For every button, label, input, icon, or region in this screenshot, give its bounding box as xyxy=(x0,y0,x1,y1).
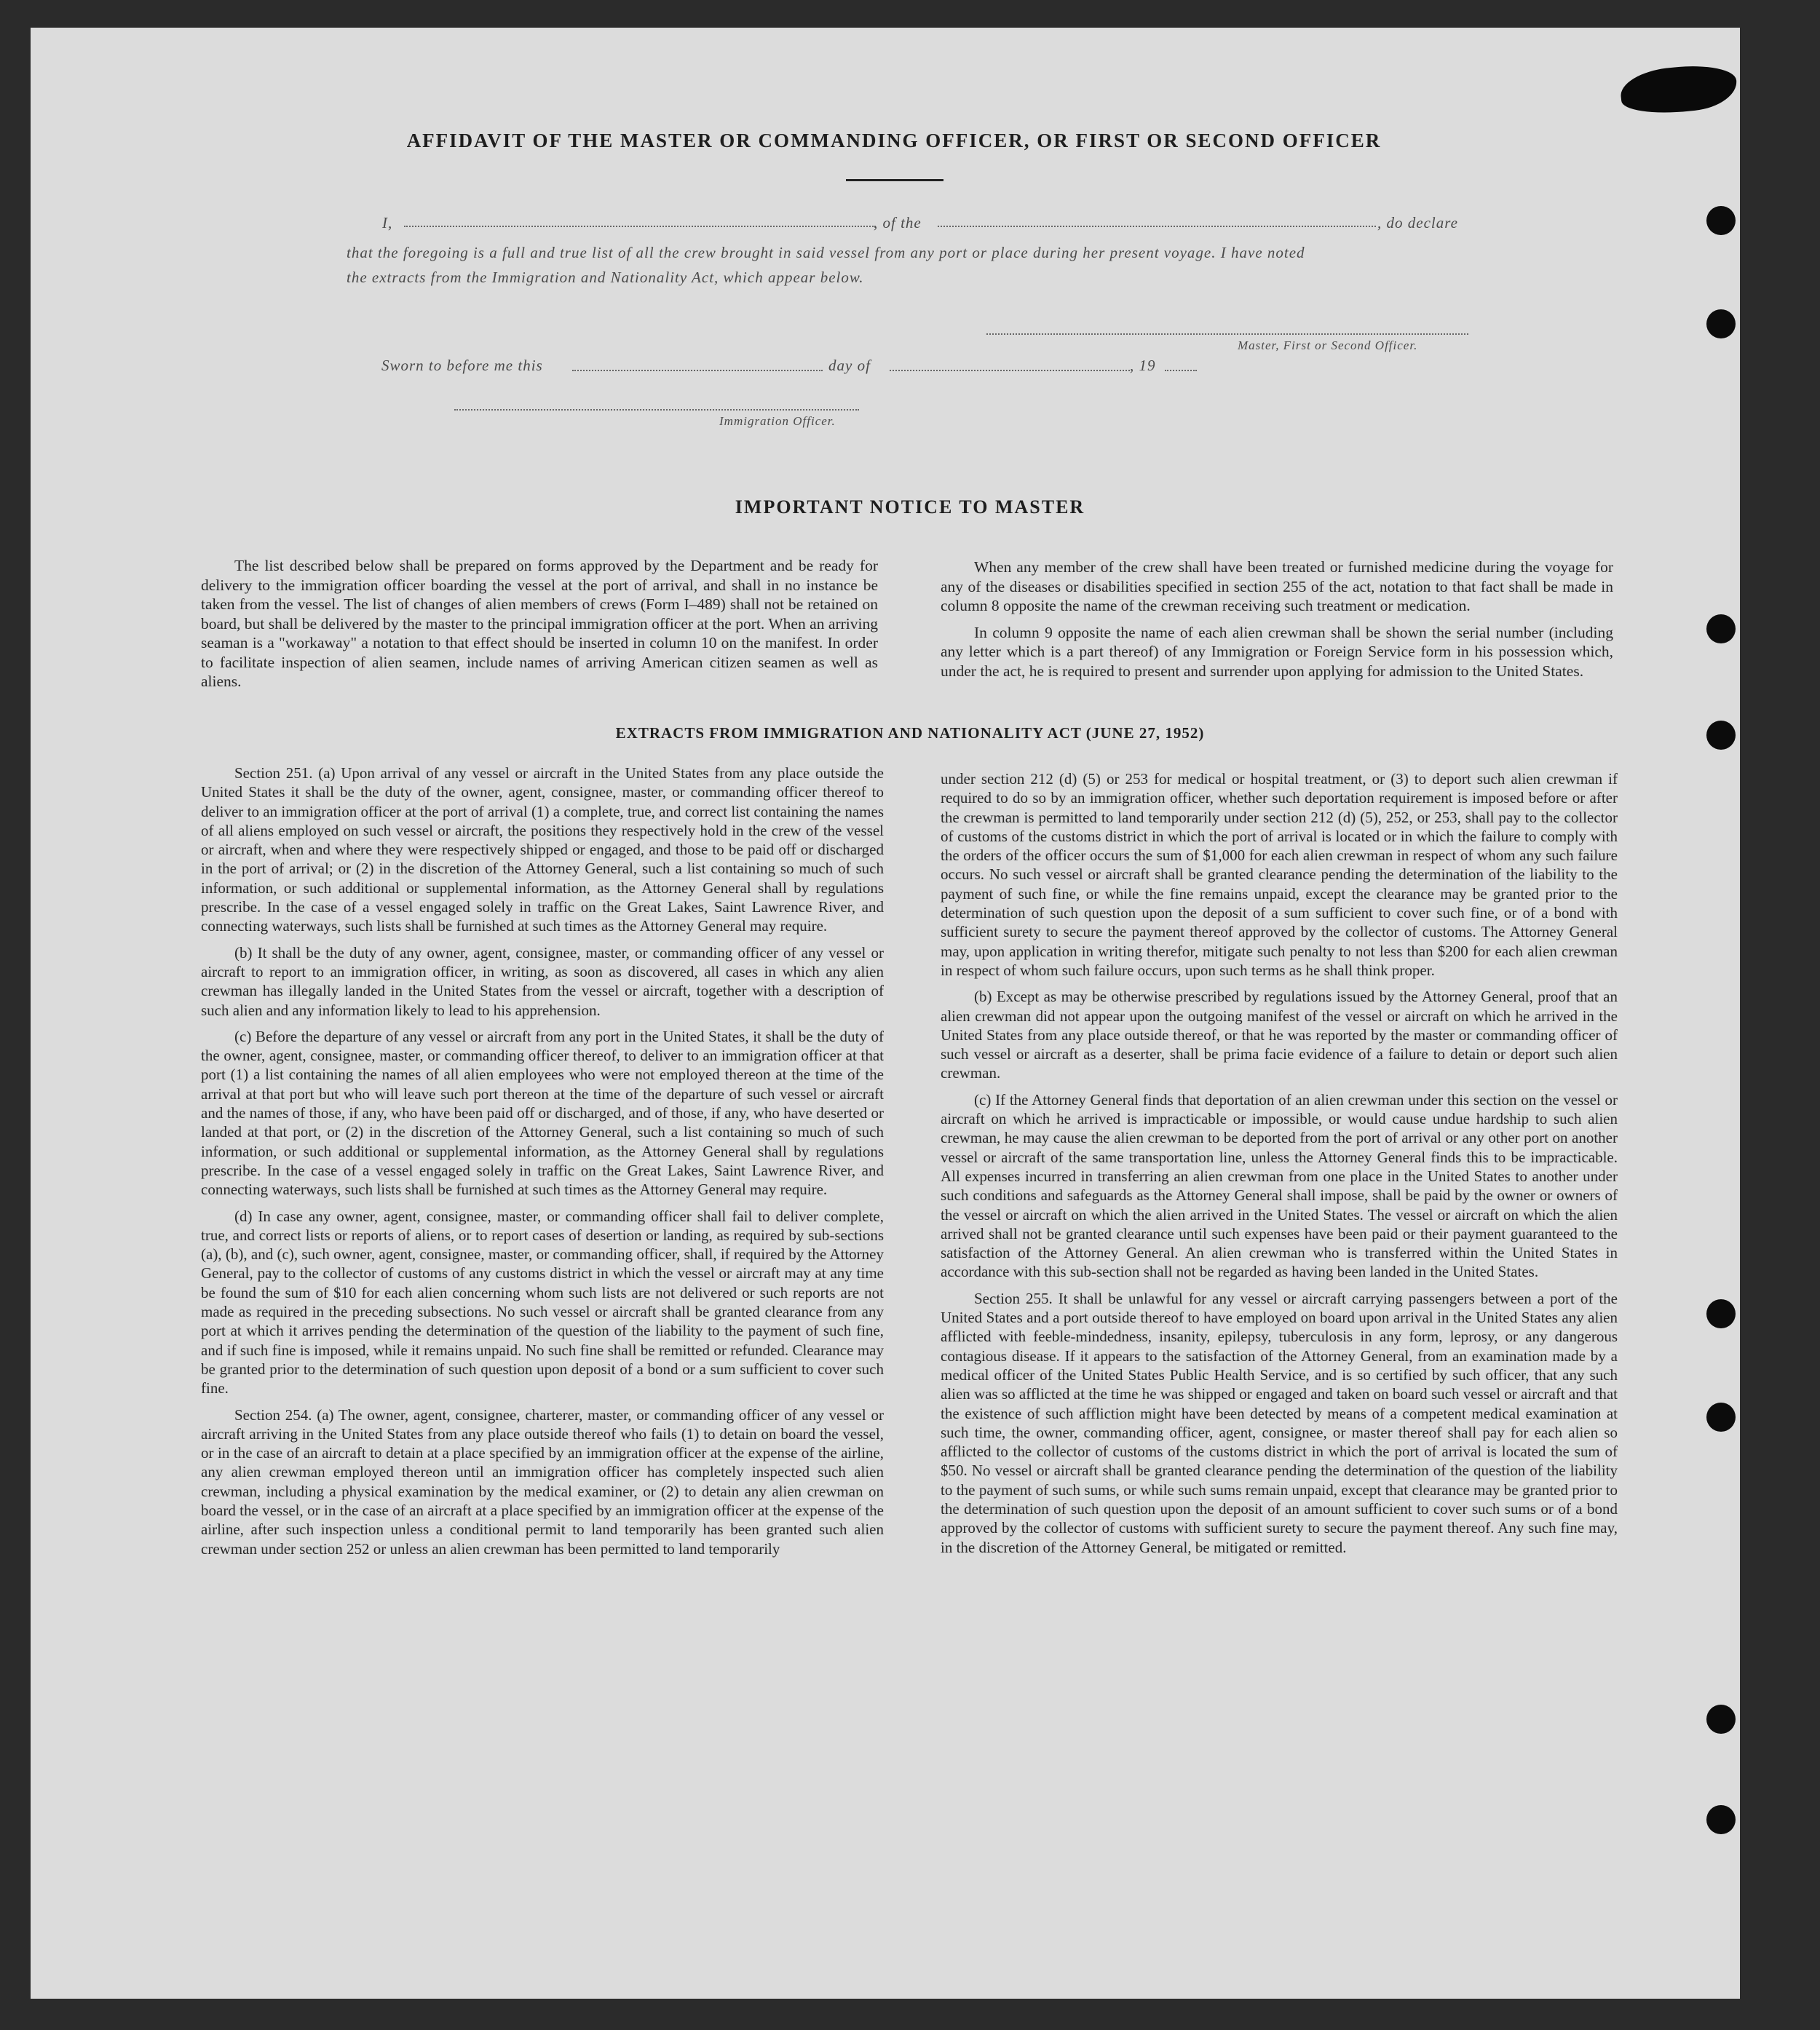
day-of-label: day of xyxy=(828,357,871,374)
sworn-label: Sworn to before me this xyxy=(381,357,543,374)
punch-hole xyxy=(1706,1705,1736,1734)
section-251a: Section 251. (a) Upon arrival of any vessel or aircraft in the United States from any place outside the United States it shall be the duty of the owner, agent, consignee, master, or commanding officer thereof to deliver to an immigration officer at the port of arrival (1) a complete, true, and correct list containing the names of all aliens employed on such vessel or aircraft, the positions they respectively hold in the crew of the vessel or aircraft, when and where they were respectively shipped or engaged, and those to be paid off or discharged in the port of arrival; or (2) in the discretion of the Attorney General, such a list containing so much of such information, or such additional or supplemental information, as the Attorney General shall by regulations prescribe. In the case of a vessel engaged solely in traffic on the Great Lakes, Saint Lawrence River, and connecting waterways, such lists shall be furnished at such times as the Attorney General may require. xyxy=(201,764,884,935)
punch-hole xyxy=(1706,721,1736,750)
officer-signature-line[interactable] xyxy=(454,409,859,411)
section-254b: (b) Except as may be otherwise prescribed by regulations issued by the Attorney General, proof that an alien crewman did not appear upon the outgoing manifest of the vessel or aircraft on which he arrived in the United States from any place outside thereof, or that he was reported by the master or commanding officer of such vessel or aircraft as a deserter, shall be prima facie evidence of a failure to detain or deport such alien crewman. xyxy=(941,988,1618,1082)
year-blank[interactable] xyxy=(1165,370,1197,371)
notice-right-column xyxy=(941,558,1613,688)
section-254c: (c) If the Attorney General finds that deportation of an alien crewman under this section on the vessel or aircraft on which he arrived is impracticable or impossible, or would cause undue hardship to such alien crewman, he may cause the alien crewman to be deported from the port of arrival or any other port on another vessel or aircraft of the same transportation line, unless the Attorney General finds this to be impracticable. All expenses incurred in transferring an alien crewman from one place in the United States to another under such conditions and safeguards as the Attorney General shall impose, shall be paid by the owner or owners of the vessel or aircraft on which the alien arrived in the United States. The vessel or aircraft on which the alien arrived shall not be granted clearance until such expenses have been paid or their payment guaranteed to the satisfaction of the Attorney General. An alien crewman who is transferred within the United States in accordance with this sub-section shall not be regarded as having been landed in the United States. xyxy=(941,1090,1618,1281)
punch-hole xyxy=(1706,1403,1736,1432)
section-251b: (b) It shall be the duty of any owner, agent, consignee, master, or commanding officer of any vessel or aircraft to report to an immigration officer, in writing, as soon as discovered, all cases in which any alien crewman has illegally landed in the United States from the vessel or aircraft, together with a description of such alien and any information likely to lead to his apprehension. xyxy=(201,943,884,1019)
extracts-right-column xyxy=(941,769,1618,1564)
extracts-left-column xyxy=(201,764,884,1566)
punch-hole xyxy=(1706,614,1736,643)
punch-hole xyxy=(1706,206,1736,235)
section-251d: (d) In case any owner, agent, consignee, master, or commanding officer shall fail to deliver complete, true, and correct lists or reports of aliens, or to report cases of desertion or landing, as required by sub-sections (a), (b), and (c), such owner, agent, consignee, master, or commanding officer, shall, if required by the Attorney General, pay to the collector of customs of any customs district in which the vessel or aircraft may at any time be found the sum of $10 for each alien concerning whom such lists are not delivered or such reports are not made as required in the preceding subsections. No such vessel or aircraft shall be granted clearance from any port at which it arrives pending the determination of the question of the liability to the payment of such fine, and if such fine is imposed, while it remains unpaid. No such fine shall be remitted or refunded. Clearance may be granted prior to the determination of such question upon deposit of a bond or a sum sufficient to cover such fine. xyxy=(201,1207,884,1397)
name-blank[interactable] xyxy=(404,226,876,227)
notice-title: IMPORTANT NOTICE TO MASTER xyxy=(735,496,1085,518)
notice-left-column xyxy=(201,556,878,699)
affidavit-of-the-label: , of the xyxy=(874,214,922,231)
master-signature-line[interactable] xyxy=(986,333,1468,335)
affidavit-declare-label: , do declare xyxy=(1377,214,1458,231)
affidavit-i-label: I, xyxy=(382,214,393,231)
punch-hole xyxy=(1706,1805,1736,1834)
year-label: , 19 xyxy=(1130,357,1156,374)
affidavit-statement-line1: that the foregoing is a full and true list of all the crew brought in said vessel from any port or place during her present voyage. I have noted xyxy=(347,244,1305,261)
title-rule xyxy=(846,179,943,181)
vessel-blank[interactable] xyxy=(938,226,1376,227)
sworn-month-blank[interactable] xyxy=(890,370,1130,371)
section-255: Section 255. It shall be unlawful for any vessel or aircraft carrying passengers between a port of the United States and a port outside thereof to have employed on board upon arrival in the United States any alien afflicted with feeble-mindedness, insanity, epilepsy, tuberculosis in any form, leprosy, or any dangerous contagious disease. If it appears to the satisfaction of the Attorney General, from an examination made by a medical officer of the United States Public Health Service, and is so certified by such officer, that any such alien was so afflicted at the time he was shipped or engaged and taken on board such vessel or aircraft and that the existence of such affliction might have been detected by means of a competent medical examination at such time, the owner, commanding officer, agent, consignee, or master thereof shall pay for each alien so afflicted to the collector of customs of the customs district in which the port of arrival is located the sum of $50. No vessel or aircraft shall be granted clearance pending the determination of the question of the liability to the payment of such sums, or while such sums remain unpaid, except that clearance may be granted prior to the determination of such question upon the deposit of an amount sufficient to cover such sums or of a bond approved by the collector of customs with sufficient surety to secure the payment thereof. Any such fine may, in the discretion of the Attorney General, be mitigated or remitted. xyxy=(941,1289,1618,1556)
officer-signature-label: Immigration Officer. xyxy=(719,414,836,428)
sworn-day-blank[interactable] xyxy=(572,370,823,371)
affidavit-title: AFFIDAVIT OF THE MASTER OR COMMANDING OFFICER, OR FIRST OR SECOND OFFICER xyxy=(406,130,1382,151)
section-254a: Section 254. (a) The owner, agent, consignee, charterer, master, or commanding officer of any vessel or aircraft arriving in the United States from any place outside thereof who fails (1) to detain on board the vessel, or in the case of an aircraft to detain at a place specified by an immigration officer at the expense of the airline, any alien crewman employed thereon until an immigration officer has completely inspected such alien crewman, including a physical examination by the medical examiner, or (2) to detain any alien crewman on board the vessel, or in the case of an aircraft at a place specified by an immigration officer at the expense of the airline, after such inspection unless a conditional permit to land temporarily has been granted such alien crewman under section 252 or unless an alien crewman has been permitted to land temporarily xyxy=(201,1405,884,1558)
section-251c: (c) Before the departure of any vessel or aircraft from any port in the United States, it shall be the duty of the owner, agent, consignee, master, or commanding officer thereof, to deliver to an immigration officer at that port (1) a list containing the names of all alien employees who were not employed thereon at the time of the arrival at that port but who will leave such port thereon at the time of the departure of such vessel or aircraft and the names of those, if any, who have been paid off or discharged, and of those, if any, who have deserted or landed at that port, or (2) in the discretion of the Attorney General, such a list containing so much of such information, or such additional or supplemental information, as the Attorney General shall by regulations prescribe. In the case of a vessel engaged solely in traffic on the Great Lakes, Saint Lawrence River, and connecting waterways, such lists shall be furnished at such times as the Attorney General may require. xyxy=(201,1027,884,1199)
punch-hole xyxy=(1706,309,1736,338)
section-254a-continued: under section 212 (d) (5) or 253 for medical or hospital treatment, or (3) to deport such alien crewman if required to do so by an immigration officer, whether such deportation requirement is imposed before or after the crewman is permitted to land temporarily under section 212 (d) (5), 252, or 253, shall pay to the collector of customs of the customs district in which the port of arrival is located or in which the failure to comply with the orders of the officer occurs the sum of $1,000 for each alien crewman in respect of whom any such failure occurs. No such vessel or aircraft shall be granted clearance pending the determination of the liability to the payment of such fine, or while the fine remains unpaid, except the clearance may be granted prior to the determination of such question upon the deposit of a sum sufficient to cover such fine, or of a bond with sufficient surety to secure the payment thereof approved by the collector of customs. The Attorney General may, upon application in writing therefor, mitigate such penalty to not less than $200 for each alien crewman in respect of whom such failure occurs, upon such terms as he shall think proper. xyxy=(941,770,1618,979)
punch-hole xyxy=(1706,1299,1736,1328)
extracts-title: EXTRACTS FROM IMMIGRATION AND NATIONALITY ACT (JUNE 27, 1952) xyxy=(615,724,1205,742)
master-signature-label: Master, First or Second Officer. xyxy=(1238,338,1418,352)
notice-right-paragraph-2: In column 9 opposite the name of each alien crewman shall be shown the serial number (including any letter which is a part thereof) of any Immigration or Foreign Service form in his possession which, under the act, he is required to present and surrender upon applying for admission to the United States. xyxy=(941,623,1613,680)
notice-left-paragraph: The list described below shall be prepared on forms approved by the Department and be ready for delivery to the immigration officer boarding the vessel at the port of arrival, and shall in no instance be taken from the vessel. The list of changes of alien members of crews (Form I–489) shall not be retained on board, but shall be delivered by the master to the principal immigration officer at the port. When an arriving seaman is a "workaway" a notation to that effect should be inserted in column 10 on the manifest. In order to facilitate inspection of alien seamen, include names of arriving American citizen seamen as well as aliens. xyxy=(201,557,878,690)
affidavit-statement-line2: the extracts from the Immigration and Nationality Act, which appear below. xyxy=(347,269,864,286)
notice-right-paragraph-1: When any member of the crew shall have been treated or furnished medicine during the voyage for any of the diseases or disabilities specified in section 255 of the act, notation to that fact shall be made in column 8 opposite the name of the crewman receiving such treatment or medication. xyxy=(941,558,1613,614)
